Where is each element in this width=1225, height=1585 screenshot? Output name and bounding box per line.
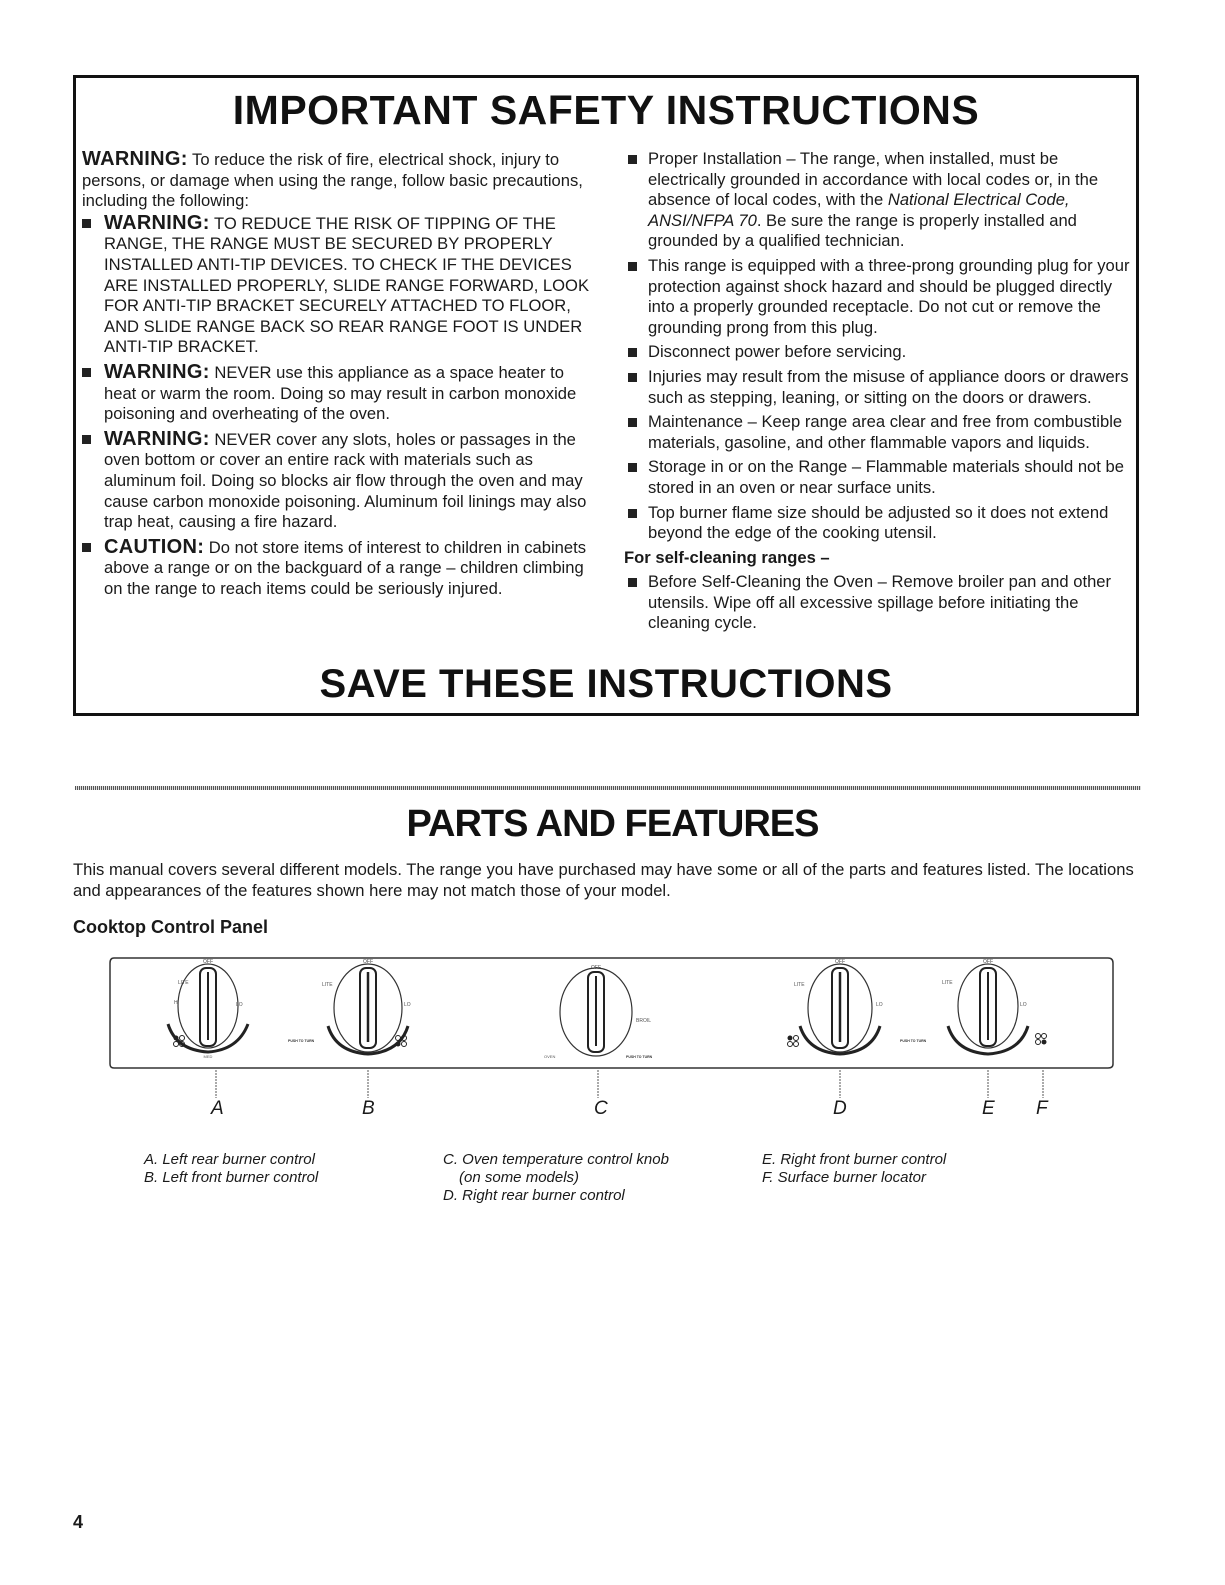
caption-b: B. Left front burner control (144, 1169, 319, 1186)
section-divider (75, 786, 1141, 790)
left-bullet-1 (82, 213, 597, 358)
bullet-text: Injuries may result from the misuse of appliance doors or drawers such as stepping, leaning, or sitting on the doors or drawers. (648, 366, 1129, 407)
bullet-text: TO REDUCE THE RISK OF TIPPING OF THE RANGE, THE RANGE MUST BE SECURED BY PROPERLY INSTALLED ANTI-TIP DEVICES. TO CHECK IF THE DEVICES ARE INSTALLED PROPERLY, SLIDE RANGE FORWARD, LOOK FOR ANTI-TIP BRACKET SECURELY ATTACHED TO FLOOR, AND SLIDE RANGE BACK SO REAR RANGE FOOT IS UNDER ANTI-TIP BRACKET. (104, 213, 590, 357)
svg-text:LO: LO (1020, 1002, 1027, 1008)
save-instructions-title: SAVE THESE INSTRUCTIONS (319, 662, 893, 706)
surface-burner-locator (1036, 1034, 1047, 1045)
bullet-square-icon (628, 262, 637, 271)
safety-left-column (82, 149, 597, 603)
safety-title: IMPORTANT SAFETY INSTRUCTIONS (232, 87, 980, 133)
bullet-text: Storage in or on the Range – Flammable materials should not be stored in an oven or near surface units. (648, 457, 1124, 497)
svg-text:OFF: OFF (591, 965, 601, 971)
svg-text:LO: LO (876, 1002, 883, 1008)
knob-a-left-rear (168, 959, 248, 1059)
callout-letter-e: E (982, 1098, 995, 1119)
bullet-square-icon (82, 368, 91, 377)
bullet-text: Maintenance – Keep range area clear and free from combustible materials, gasoline, and other flammable vapors and liquids. (648, 412, 1123, 452)
intro-warning (82, 149, 597, 212)
bullet-square-icon (628, 509, 637, 518)
right-bullet-7 (624, 503, 1134, 544)
svg-text:PUSH TO TURN: PUSH TO TURN (288, 1039, 315, 1043)
svg-text:LITE: LITE (322, 982, 333, 988)
svg-text:OFF: OFF (983, 959, 993, 965)
bullet-square-icon (82, 435, 91, 444)
parts-features-title: PARTS AND FEATURES (406, 803, 819, 845)
svg-text:LITE: LITE (794, 982, 805, 988)
bullet-square-icon (628, 578, 637, 587)
bullet-square-icon (82, 543, 91, 552)
parts-intro: This manual covers several different models. The range you have purchased may have some or all of the parts and features listed. The locations and appearances of the features shown here may not match those of your model. (73, 860, 1134, 900)
intro-text: To reduce the risk of fire, electrical shock, injury to persons, or damage when using the range, follow basic precautions, including the following: (82, 150, 583, 211)
svg-text:LITE: LITE (942, 980, 953, 986)
callout-letter-c: C (594, 1098, 608, 1119)
bullet-lead: WARNING: (104, 211, 210, 234)
bullet-square-icon (82, 219, 91, 228)
caption-d: D. Right rear burner control (443, 1187, 625, 1204)
bullet-text: This range is equipped with a three-prong grounding plug for your protection against shock hazard and should be plugged directly into a properly grounded receptacle. Do not cut or remove the grounding prong from this plug. (648, 255, 1130, 337)
page-number: 4 (73, 1512, 84, 1532)
bullet-text: NEVER use this appliance as a space heater to heat or warm the room. Doing so may result in carbon monoxide poisoning and overheating of the oven. (104, 362, 577, 424)
right-bullet-4 (624, 367, 1134, 408)
right-bullet-1 (624, 149, 1134, 252)
bullet-square-icon (628, 463, 637, 472)
bullet-square-icon (628, 348, 637, 357)
svg-text:MED: MED (203, 1054, 213, 1059)
left-bullet-2 (82, 362, 597, 425)
right-bullet-3 (624, 342, 1134, 363)
captions-col-3 (762, 1151, 946, 1187)
callout-letter-f: F (1036, 1098, 1048, 1119)
svg-text:OFF: OFF (203, 959, 213, 965)
knob-d-right-rear (788, 959, 927, 1054)
knob-b-left-front (288, 959, 411, 1054)
right-bullet-8 (624, 572, 1134, 634)
svg-text:PUSH TO TURN: PUSH TO TURN (900, 1039, 927, 1043)
callout-letter-b: B (362, 1098, 375, 1119)
caption-e: E. Right front burner control (762, 1151, 947, 1168)
bullet-square-icon (628, 418, 637, 427)
bullet-text: Before Self-Cleaning the Oven – Remove broiler pan and other utensils. Wipe off all excessive spillage before initiating the cleaning cycle. (648, 572, 1112, 633)
safety-instructions-box (73, 75, 1139, 716)
bullet-text: Do not store items of interest to children in cabinets above a range or on the backguard of a range – children climbing on the range to reach items could be seriously injured. (104, 537, 587, 598)
callout-letter-a: A (211, 1098, 224, 1119)
svg-text:HI: HI (174, 1000, 179, 1006)
safety-right-column (624, 149, 1134, 638)
bullet-text: Proper Installation – The range, when installed, must be electrically grounded in accordance with local codes or, in the absence of local codes, with the (648, 149, 1099, 210)
warning-lead: WARNING: (82, 148, 188, 170)
self-clean-heading: For self-cleaning ranges – (624, 547, 830, 567)
bullet-text: Disconnect power before servicing. (648, 342, 907, 362)
svg-text:LITE: LITE (178, 980, 189, 986)
cooktop-control-panel-heading: Cooktop Control Panel (73, 917, 268, 937)
bullet-lead: CAUTION: (104, 535, 205, 558)
knob-e-right-front (942, 959, 1028, 1054)
bullet-lead: WARNING: (104, 427, 210, 450)
bullet-lead: WARNING: (104, 360, 210, 383)
right-bullet-6 (624, 457, 1134, 498)
bullet-text: NEVER cover any slots, holes or passages in the oven bottom or cover an entire rack with materials such as aluminum foil. Doing so blocks air flow through the oven and may cause carbon monoxide poisoning. Aluminum foil linings may also trap heat, causing a fire hazard. (104, 429, 587, 532)
captions-col-1 (144, 1151, 318, 1187)
caption-c: C. Oven temperature control knob (443, 1151, 669, 1168)
bullet-italic-text: National Electrical Code, ANSI/NFPA 70 (648, 190, 1070, 230)
caption-a: A. Left rear burner control (144, 1151, 315, 1168)
svg-text:OFF: OFF (363, 959, 373, 965)
caption-f: F. Surface burner locator (762, 1169, 926, 1186)
captions-col-2 (443, 1151, 669, 1205)
left-bullet-3 (82, 429, 597, 533)
right-bullet-5 (624, 412, 1134, 453)
knob-c-oven-temperature (544, 965, 653, 1059)
svg-text:PUSH TO TURN: PUSH TO TURN (626, 1055, 653, 1059)
callout-letter-d: D (833, 1098, 847, 1119)
bullet-text: Top burner flame size should be adjusted so it does not extend beyond the edge of the cooking utensil. (648, 502, 1109, 543)
svg-text:LO: LO (236, 1002, 243, 1008)
bullet-text: . Be sure the range is properly installed and grounded by a qualified technician. (648, 210, 1077, 251)
left-bullet-4 (82, 537, 597, 600)
svg-text:LO: LO (404, 1002, 411, 1008)
bullet-square-icon (628, 155, 637, 164)
svg-text:OFF: OFF (835, 959, 845, 965)
svg-text:OVEN: OVEN (544, 1054, 556, 1059)
control-panel-diagram (108, 954, 1114, 1070)
svg-text:BROIL: BROIL (636, 1018, 652, 1024)
caption-c-note: (on some models) (459, 1169, 580, 1186)
right-bullet-2 (624, 256, 1134, 338)
bullet-square-icon (628, 373, 637, 382)
